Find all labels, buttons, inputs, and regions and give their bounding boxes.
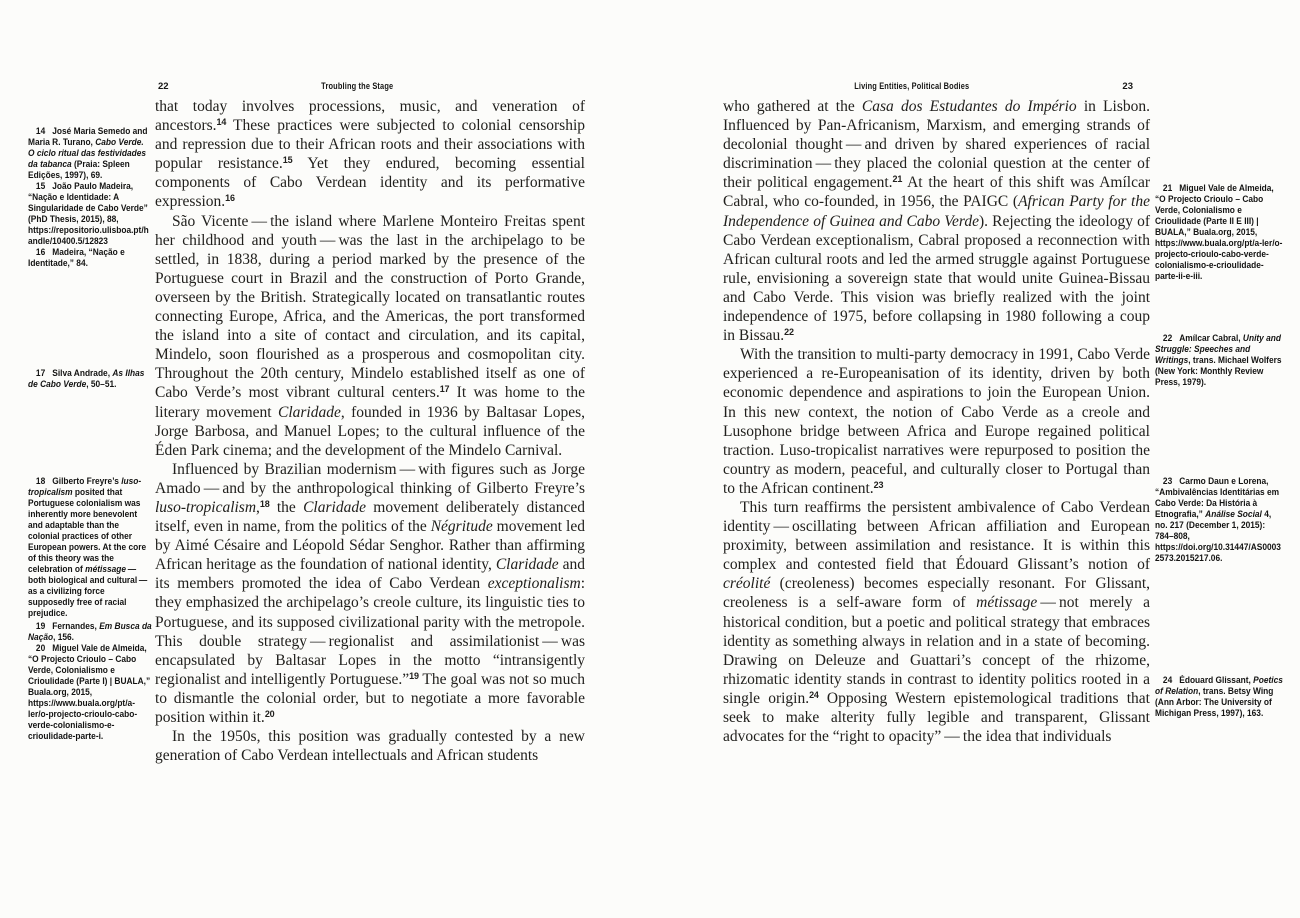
text-run: At the heart of this shift was Amílcar Cabral, who co-founded, in 1956, the PAIGC ( [723, 174, 1150, 211]
footnote [28, 476, 152, 619]
running-head-title-left-wrap [155, 81, 559, 93]
footnote [1155, 476, 1283, 564]
margin-notes-right-group-1 [1155, 183, 1283, 282]
text-run: It was home to the literary movement [155, 384, 585, 421]
footnote-ref: 17 [439, 384, 450, 395]
footnote-ref: 21 [892, 174, 903, 185]
footnote-number: 21 [1162, 183, 1173, 194]
text-run: João Paulo Madeira, “Nação e Identidade: A Singularidade de Cabo Verde” (PhD Thesis, 2015), 88, https://repositorio.ulisboa.pt/handle/10400.5/12823 [28, 181, 149, 247]
text-run: ). Rejecting the ideology of Cabo Verdean exceptionalism, Cabral proposed a reconnection with African cultural roots and led the armed struggle against Portuguese rule, envisioning a sovereign state that would unite Guinea-Bissau and Cabo Verde. This vision was briefly realized with the joint independence of 1975, before collapsing in 1980 following a coup in Bissau. [723, 212, 1150, 345]
running-head-right [723, 81, 1150, 95]
text-run: in Lisbon. Influenced by Pan-Africanism, Marxism, and emerging strands of decolonial thought — and driven by shared experiences of racial discrimination — they placed the colonial question at the center of their political engagement. [723, 98, 1150, 192]
text-run: , trans. Michael Wolfers (New York: Monthly Review Press, 1979). [1155, 355, 1282, 388]
footnote-number: 17 [35, 368, 46, 379]
footnote-ref: 16 [225, 193, 235, 204]
text-run: Opposing Western epistemological traditions that seek to make alterity fully legible and transparent, Glissant advocates for the “right to opacity” — the idea that individuals [723, 689, 1150, 746]
footnote-ref: 15 [282, 155, 293, 166]
italic-text: Análise Social [1205, 509, 1262, 520]
page-number-right: 23 [1122, 81, 1133, 92]
italic-text: Claridade [277, 403, 341, 421]
paragraph [155, 727, 585, 765]
paragraph [155, 212, 585, 460]
footnote-number: 14 [35, 126, 46, 137]
footnote-ref: 20 [264, 709, 275, 719]
text-run: the [269, 498, 304, 516]
footnote-number: 18 [35, 476, 46, 487]
paragraph [723, 345, 1150, 498]
footnote-ref: 18 [259, 498, 270, 509]
text-run: , 156. [53, 632, 75, 643]
text-run: (creoleness) becomes especially resonant. For Glissant, creoleness is a self-aware form of [723, 575, 1150, 612]
italic-text: Em Busca da Nação [28, 621, 152, 643]
text-run: Madeira, “Nação e Identitade,” 84. [28, 247, 125, 269]
text-run: São Vicente — the island where Marlene Monteiro Freitas spent her childhood and youth — was the last in the archipelago to be settled, in 1838, during a period marked by the presence of the Portuguese court in Brazil and the construction of Porto Grande, overseen by the British. Strategically located on transatlantic routes connecting Europe, Africa, and the Americas, the port transformed the island into a site of contact and circulation, and its capital, Mindelo, soon flourished as a prosperous and cosmopolitan city. Throughout the 20th century, Mindelo established itself as one of Cabo Verde’s most vibrant cultural centers. [155, 212, 585, 402]
italic-text: Claridade [303, 498, 366, 516]
italic-text: créolité [723, 575, 771, 593]
italic-text: exceptionalism [487, 575, 581, 593]
text-run: Miguel Vale de Almeida, “O Projecto Crioulo – Cabo Verde, Colonialismo e Crioulidade (Parte II E III) | BUALA,” Buala.org, 2015, https://www.buala.org/pt/a-ler/o-projecto-crioulo-cabo-verde-colonialismo-e-crioulidade-parte-ii-e-iii. [1155, 183, 1283, 282]
paragraph [155, 460, 585, 727]
running-head-title-right-wrap [723, 81, 1100, 93]
italic-text: Négritude [430, 518, 493, 536]
footnote [28, 621, 152, 643]
italic-text: Casa dos Estudantes do Império [861, 98, 1077, 115]
text-run: who gathered at the [723, 98, 862, 115]
footnote [1155, 333, 1283, 388]
margin-notes-right-group-2 [1155, 333, 1283, 388]
text-run: Influenced by Brazilian modernism — with figures such as Jorge Amado — and by the anthropological thinking of Gilberto Freyre’s [155, 460, 585, 497]
italic-text: Unity and Struggle: Speeches and Writings [1155, 333, 1282, 366]
footnote-number: 22 [1162, 333, 1173, 344]
text-run: 4, no. 217 (December 1, 2015): 784–808, https://doi.org/10.31447/AS00032573.2015217.06. [1155, 509, 1281, 564]
footnote [28, 181, 152, 247]
footnote-number: 15 [35, 181, 46, 192]
text-run: — not merely a historical condition, but a poetic and political strategy that embraces identity as something always in relation and in a state of becoming. Drawing on Deleuze and Guattari’s concept of the rhizome, rhizomatic identity stands in contrast to identity politics rooted in a single origin. [723, 594, 1150, 707]
footnote-ref: 24 [809, 689, 819, 700]
italic-text: African Party for the Independence of Guinea and Cabo Verde [723, 193, 1150, 230]
italic-text: métissage [976, 594, 1038, 612]
footnote-ref: 23 [873, 479, 884, 490]
footnote-ref: 22 [784, 327, 794, 338]
margin-notes-left-group-3 [28, 476, 152, 619]
footnote-number: 23 [1162, 476, 1173, 487]
footnote-number: 19 [35, 621, 46, 632]
text-run: With the transition to multi-party democracy in 1991, Cabo Verde experienced a re-Europeanisation of its identity, driven by both economic dependence and aspirations to join the European Union. In this new context, the notion of Cabo Verde as a creole and Lusophone bridge between Africa and Europe regained political traction. Luso-tropicalist narratives were repurposed to position the country as modern, peaceful, and culturally closer to Portugal than to the African continent. [723, 346, 1150, 497]
text-run: Amílcar Cabral, [1179, 333, 1243, 344]
text-run: (Praia: Spleen Edições, 1997), 69. [28, 159, 130, 181]
footnote [1155, 675, 1283, 719]
margin-notes-right-group-3 [1155, 476, 1283, 564]
italic-text: Cabo Verde. O ciclo ritual das festividades da tabanca [28, 137, 147, 170]
text-run: , founded in 1936 by Baltasar Lopes, Jorge Barbosa, and Manuel Lopes; to the cultural influence of the Éden Park cinema; and the development of the Mindelo Carnival. [155, 403, 585, 459]
italic-text: luso-tropicalism [28, 476, 142, 498]
text-run: Silva Andrade, [52, 368, 113, 379]
footnote-number: 24 [1162, 675, 1173, 686]
text-run: Fernandes, [52, 621, 100, 632]
text-run: posited that Portuguese colonialism was inherently more benevolent and adaptable than the colonial practices of other European powers. At the core of this theory was the celebration of [28, 487, 147, 575]
footnote-number: 20 [35, 643, 46, 654]
page-number-left: 22 [158, 81, 169, 92]
text-run: , 50–51. [86, 379, 117, 390]
footnote-ref: 19 [409, 670, 419, 681]
margin-notes-left-group-2 [28, 368, 152, 390]
footnote-number: 16 [35, 247, 46, 258]
footnote [28, 368, 152, 390]
text-run: Édouard Glissant, [1179, 675, 1254, 686]
text-run: , trans. Betsy Wing (Ann Arbor: The University of Michigan Press, 1997), 163. [1155, 686, 1274, 719]
text-run: that today involves processions, music, and veneration of ancestors. [155, 98, 585, 135]
body-text-left [155, 97, 585, 765]
text-run: — both biological and cultural — as a civilizing force supposedly free of racial prejudice. [28, 564, 149, 619]
text-run: and its members promoted the idea of Cabo Verdean [155, 556, 586, 593]
running-head-left [155, 81, 585, 95]
running-head-title-right: Living Entities, Political Bodies [853, 81, 970, 92]
footnote [28, 643, 152, 742]
text-run: José Maria Semedo and Maria R. Turano, [28, 126, 148, 148]
text-run: Carmo Daun e Lorena, “Ambivalências Identitárias em Cabo Verde: Da História à Etnografia,” [1155, 476, 1280, 520]
paragraph [155, 97, 585, 212]
text-run: In the 1950s, this position was gradually contested by a new generation of Cabo Verdean intellectuals and African students [155, 728, 585, 765]
margin-notes-right-group-4 [1155, 675, 1283, 719]
text-run: Miguel Vale de Almeida, “O Projecto Crioulo – Cabo Verde, Colonialismo e Crioulidade (Parte I) | BUALA,” Buala.org, 2015, https://www.buala.org/pt/a-ler/o-projecto-crioulo-cabo-verde-colonialismo-e-crioulidade-parte-i. [28, 643, 151, 742]
footnote-ref: 14 [216, 117, 227, 128]
footnote [28, 126, 152, 181]
paragraph [723, 97, 1150, 345]
italic-text: Claridade [495, 556, 559, 574]
text-run: , [256, 498, 260, 516]
margin-notes-left-group-4 [28, 621, 152, 742]
text-run: : they emphasized the archipelago’s creole culture, its linguistic ties to Portuguese, and its supposed civilizational parity with the metropole. This double strategy — regionalist and assimilationist — was encapsulated by Baltasar Lopes in the motto “intransigently regionalist and intelligently Portuguese.” [155, 575, 585, 688]
footnote [28, 247, 152, 269]
text-run: Gilberto Freyre’s [52, 476, 122, 487]
text-run: The goal was not so much to dismantle the colonial order, but to negotiate a more favorable position within it. [155, 670, 585, 726]
text-run: These practices were subjected to colonial censorship and repression due to their African roots and their associations with popular resistance. [155, 117, 585, 173]
text-run: Yet they endured, becoming essential components of Cabo Verdean identity and its performative expression. [155, 155, 585, 211]
text-run: movement deliberately distanced itself, even in name, from the politics of the [155, 498, 585, 536]
running-head-title-left: Troubling the Stage [320, 81, 394, 92]
body-text-right [723, 97, 1150, 746]
italic-text: métissage [85, 564, 127, 575]
footnote [1155, 183, 1283, 282]
paragraph [723, 498, 1150, 746]
text-run: This turn reaffirms the persistent ambivalence of Cabo Verdean identity — oscillating between African affiliation and European proximity, between assimilation and resistance. It is within this complex and contested field that Édouard Glissant’s notion of [723, 498, 1150, 574]
italic-text: luso-tropicalism [155, 498, 257, 516]
italic-text: As Ilhas de Cabo Verde [28, 368, 145, 390]
margin-notes-left-group-1 [28, 126, 152, 269]
italic-text: Poetics of Relation [1155, 675, 1283, 697]
text-run: movement led by Aimé Césaire and Léopold Sédar Senghor. Rather than affirming African heritage as the foundation of national identity, [155, 518, 585, 574]
